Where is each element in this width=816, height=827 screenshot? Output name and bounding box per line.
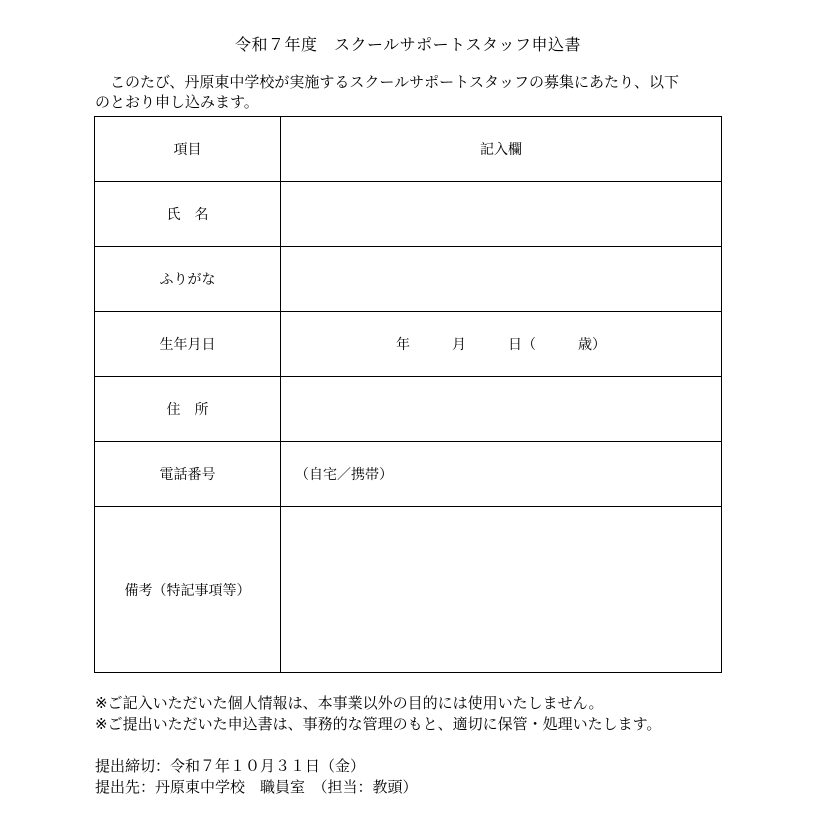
header-entry-label: 記入欄	[281, 117, 722, 182]
submit-to: 提出先：丹原東中学校 職員室 （担当：教頭）	[95, 778, 418, 796]
intro-line-1: このたび、丹原東中学校が実施するスクールサポートスタッフの募集にあたり、以下	[95, 73, 679, 91]
document-title: 令和７年度 スクールサポートスタッフ申込書	[234, 35, 582, 54]
table-row-address	[95, 377, 722, 442]
remarks-field[interactable]	[281, 507, 722, 673]
name-label: 氏 名	[95, 182, 281, 247]
birthdate-field[interactable]: 年 月 日（ 歳）	[281, 312, 722, 377]
phone-label: 電話番号	[95, 442, 281, 507]
table-header-row	[95, 117, 722, 182]
note-privacy: ※ご記入いただいた個人情報は、本事業以外の目的には使用いたしません。	[95, 694, 604, 712]
table-row-furigana	[95, 247, 722, 312]
table-row-birthdate	[95, 312, 722, 377]
birthdate-label: 生年月日	[95, 312, 281, 377]
remarks-label: 備考（特記事項等）	[95, 507, 281, 673]
table-row-remarks	[95, 507, 722, 673]
intro-line-2: のとおり申し込みます。	[95, 93, 259, 111]
application-form-table	[94, 116, 722, 673]
header-item-label: 項目	[95, 117, 281, 182]
note-storage: ※ご提出いただいた申込書は、事務的な管理のもと、適切に保管・処理いたします。	[95, 715, 662, 733]
table-row-name	[95, 182, 722, 247]
furigana-label: ふりがな	[95, 247, 281, 312]
table-row-phone	[95, 442, 722, 507]
submission-info	[95, 756, 795, 798]
intro-text	[95, 72, 735, 112]
name-field[interactable]	[281, 182, 722, 247]
notes	[95, 693, 795, 735]
address-field[interactable]	[281, 377, 722, 442]
phone-field[interactable]: （自宅／携帯）	[281, 442, 722, 507]
address-label: 住 所	[95, 377, 281, 442]
deadline: 提出締切：令和７年１０月３１日（金）	[95, 757, 366, 775]
furigana-field[interactable]	[281, 247, 722, 312]
